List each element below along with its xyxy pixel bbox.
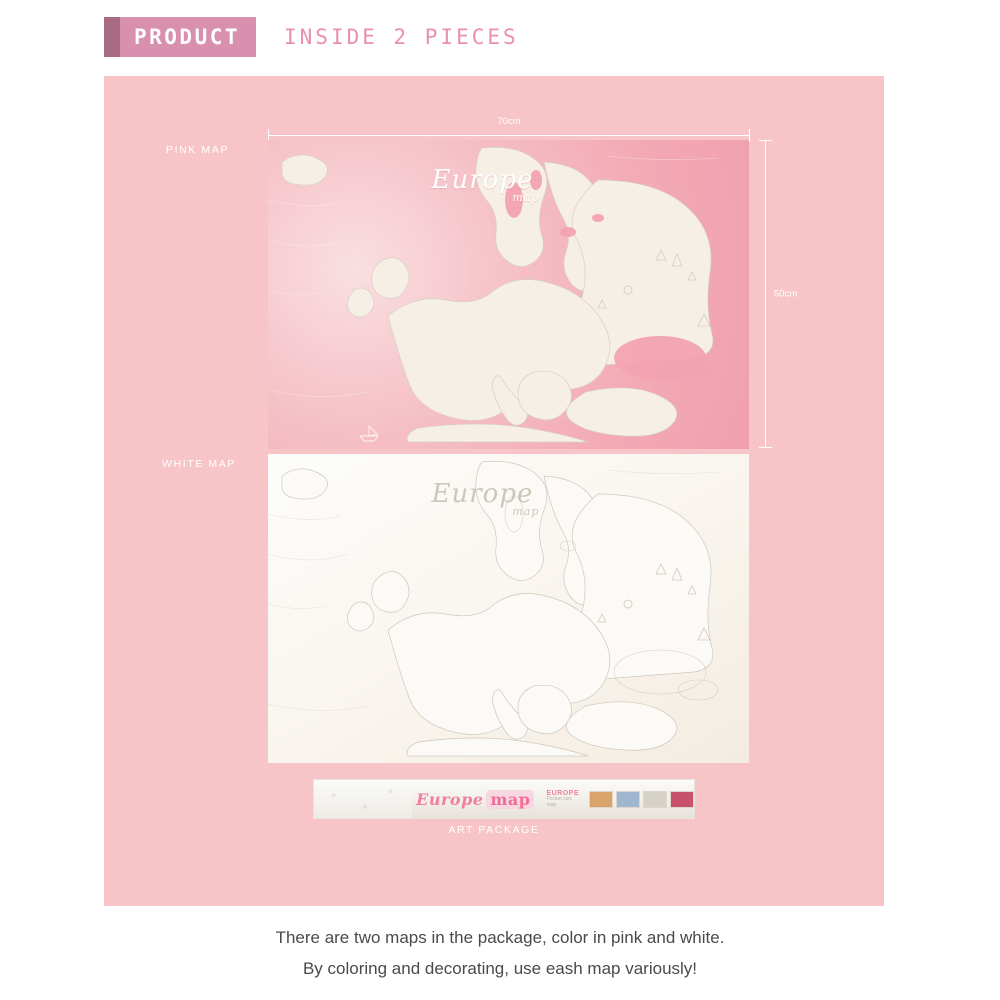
badge-body bbox=[120, 17, 256, 57]
dimension-width-label: 70cm bbox=[491, 116, 526, 127]
package-map-pattern bbox=[314, 780, 412, 818]
package-logo-accent: map bbox=[486, 790, 534, 809]
art-package-image bbox=[313, 779, 695, 819]
white-map-illustration bbox=[268, 454, 749, 763]
package-info-title: EUROPE bbox=[546, 790, 579, 798]
page-title: INSIDE 2 PIECES bbox=[284, 25, 519, 49]
label-art-package: ART PACKAGE bbox=[448, 824, 540, 836]
footer-line-1: There are two maps in the package, color in pink and white. bbox=[275, 928, 725, 947]
package-info bbox=[546, 790, 579, 808]
dimension-width-line bbox=[268, 135, 750, 136]
dimension-height-line bbox=[765, 140, 766, 448]
package-logo-main: Europe bbox=[416, 789, 484, 809]
pink-map-illustration bbox=[268, 140, 749, 449]
package-info-sub: Pocket size map bbox=[546, 796, 573, 808]
product-panel bbox=[104, 76, 884, 906]
badge-accent-bar bbox=[104, 17, 120, 57]
badge-label: PRODUCT bbox=[134, 25, 241, 49]
white-map-image bbox=[268, 454, 749, 763]
package-logo bbox=[416, 790, 534, 809]
dimension-height-cap-top bbox=[759, 140, 772, 141]
dimension-height-label: 50cm bbox=[774, 288, 798, 300]
package-swatches bbox=[589, 791, 694, 808]
dimension-height-cap-bottom bbox=[759, 447, 772, 448]
label-white-map: WHITE MAP bbox=[162, 458, 236, 470]
label-pink-map: PINK MAP bbox=[166, 144, 229, 156]
pink-map-image bbox=[268, 140, 749, 449]
product-header bbox=[104, 16, 519, 58]
package-swatch bbox=[670, 791, 694, 808]
package-swatch bbox=[643, 791, 667, 808]
footer-caption bbox=[0, 922, 1000, 985]
dimension-width-cap-right bbox=[749, 129, 750, 142]
package-swatch bbox=[589, 791, 613, 808]
product-badge bbox=[104, 17, 256, 57]
footer-line-2: By coloring and decorating, use eash map variously! bbox=[302, 959, 698, 979]
dimension-height bbox=[758, 140, 798, 448]
white-map-title: Europe map bbox=[431, 478, 540, 518]
pink-map-subtitle: map bbox=[512, 190, 540, 204]
package-swatch bbox=[616, 791, 640, 808]
pink-map-title: Europe map bbox=[431, 164, 540, 204]
white-map-subtitle: map bbox=[512, 504, 540, 518]
